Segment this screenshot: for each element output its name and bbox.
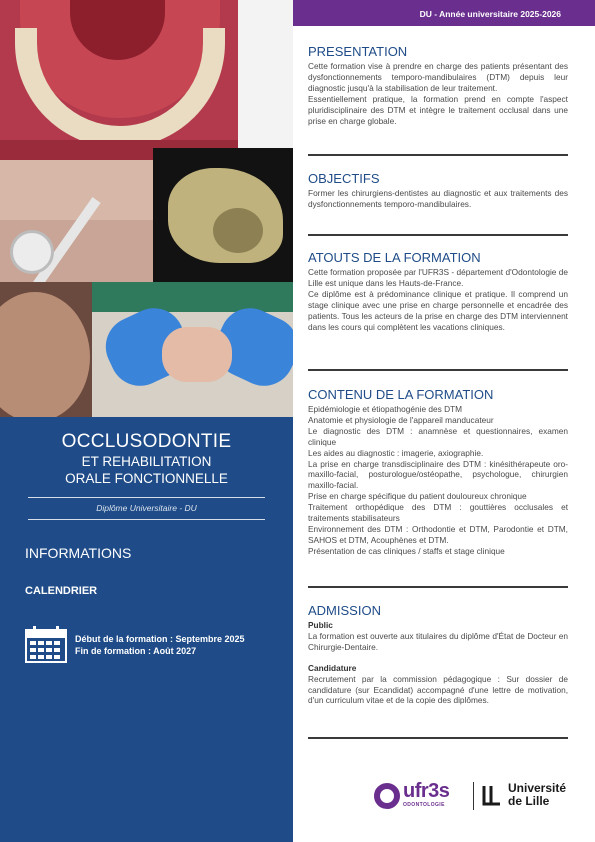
section-divider xyxy=(308,154,568,156)
contenu-item: Le diagnostic des DTM : anamnèse et questionnaires, examen clinique xyxy=(308,425,568,447)
contenu-item: La prise en charge transdisciplinaire des DTM : kinésithérapeute oro-maxillo-facial, posturologue/ostéopathe, psychologue, chirurgien maxillo-facial. xyxy=(308,458,568,491)
cover-title-line2: ET REHABILITATION xyxy=(81,454,212,469)
cover-panel xyxy=(0,417,293,842)
section-divider xyxy=(308,369,568,371)
year-banner: DU - Année universitaire 2025-2026 xyxy=(293,0,595,26)
atouts-text-2: Ce diplôme est à prédominance clinique et pratique. Il comprend un stage clinique avec une prise en charge personnelle et encadrée des patients. Tous les acteurs de la prise en charge des DTM interviennent dans les cours qui complètent les vacations cliniques. xyxy=(308,288,568,332)
atouts-title: ATOUTS DE LA FORMATION xyxy=(308,250,481,265)
start-date: Début de la formation : Septembre 2025 xyxy=(75,634,245,644)
presentation-text-1: Cette formation vise à prendre en charge des patients présentant des dysfonctionnements temporo-mandibulaires (DTM) depuis leur diagnostic jusqu'à la stabilisation de leur traitement. xyxy=(308,61,568,93)
atouts-text-1: Cette formation proposée par l'UFR3S - département d'Odontologie de Lille est unique dans les Hauts-de-France. xyxy=(308,267,568,288)
contenu-item: Prise en charge spécifique du patient douloureux chronique xyxy=(308,491,527,502)
contenu-item: Traitement orthopédique des DTM : gouttières occlusales et traitements stabilisateurs xyxy=(308,502,568,524)
contenu-title: CONTENU DE LA FORMATION xyxy=(308,387,494,402)
section-divider xyxy=(308,586,568,588)
logo-divider xyxy=(473,782,474,810)
contenu-item: Epidémiologie et étiopathogénie des DTM xyxy=(308,404,463,414)
public-label: Public xyxy=(308,620,333,630)
contenu-section xyxy=(308,387,568,557)
presentation-section xyxy=(308,44,568,126)
atouts-section xyxy=(308,250,568,332)
ufr3s-logo-text: ufr3s xyxy=(403,780,450,802)
logos xyxy=(372,780,582,814)
cover-title-line3: ORALE FONCTIONNELLE xyxy=(65,471,228,486)
section-divider xyxy=(308,737,568,739)
objectifs-title: OBJECTIFS xyxy=(308,171,380,186)
cover-divider-bottom xyxy=(28,519,265,520)
calendar-dates xyxy=(75,633,245,657)
ufr3s-logo-subtext: ODONTOLOGIE xyxy=(403,802,445,808)
contenu-item: Anatomie et physiologie de l'appareil manducateur xyxy=(308,414,494,425)
ufr3s-logo-icon xyxy=(374,783,400,809)
info-heading: INFORMATIONS xyxy=(25,545,132,561)
admission-title: ADMISSION xyxy=(308,603,381,618)
section-divider xyxy=(308,234,568,236)
left-column xyxy=(0,0,293,842)
contenu-item: Les aides au diagnostic : imagerie, axiographie. xyxy=(308,447,484,458)
objectifs-section xyxy=(308,171,568,210)
contenu-item: Présentation de cas cliniques / staffs et stage clinique xyxy=(308,545,505,556)
admission-section xyxy=(308,603,568,706)
objectifs-text: Former les chirurgiens-dentistes au diagnostic et aux traitements des dysfonctionnements temporo-mandibulaires. xyxy=(308,188,568,209)
presentation-title: PRESENTATION xyxy=(308,44,408,59)
cover-title: OCCLUSODONTIE xyxy=(61,431,232,452)
photo-gap xyxy=(238,0,293,160)
candidature-text: Recrutement par la commission pédagogique : Sur dossier de candidature (sur Ecandidat) accompagné d'une lettre de motivation, d'un curriculum vitae et de la copie des diplômes. xyxy=(308,673,568,706)
presentation-text-2: Essentiellement pratique, la formation prend en compte l'aspect pluridisciplinaire des DTM et intègre le traitement occlusal dans une prise en charge globale. xyxy=(308,93,568,126)
calendar-icon xyxy=(25,625,67,663)
articulator-photo xyxy=(0,160,153,282)
cover-divider-top xyxy=(28,497,265,498)
public-text: La formation est ouverte aux titulaires du diplôme d'État de Docteur en Chirurgie-Dentaire. xyxy=(308,630,568,652)
end-date: Fin de formation : Août 2027 xyxy=(75,646,197,656)
candidature-label: Candidature xyxy=(308,662,357,673)
calendar-heading: CALENDRIER xyxy=(25,585,98,597)
universite-lille-logo-icon xyxy=(482,784,502,808)
contenu-item: Environnement des DTM : Orthodontie et DTM, Parodontie et DTM, SAHOS et DTM, Acouphènes et DTM. xyxy=(308,523,568,545)
cover-subtitle: Diplôme Universitaire - DU xyxy=(96,503,197,513)
patient-face-photo xyxy=(0,282,92,417)
gloved-hands-photo xyxy=(92,282,293,417)
universite-lille-logo-text: Université de Lille xyxy=(508,781,567,808)
teeth-photo xyxy=(0,0,238,160)
jaw-scan-image xyxy=(153,148,293,282)
